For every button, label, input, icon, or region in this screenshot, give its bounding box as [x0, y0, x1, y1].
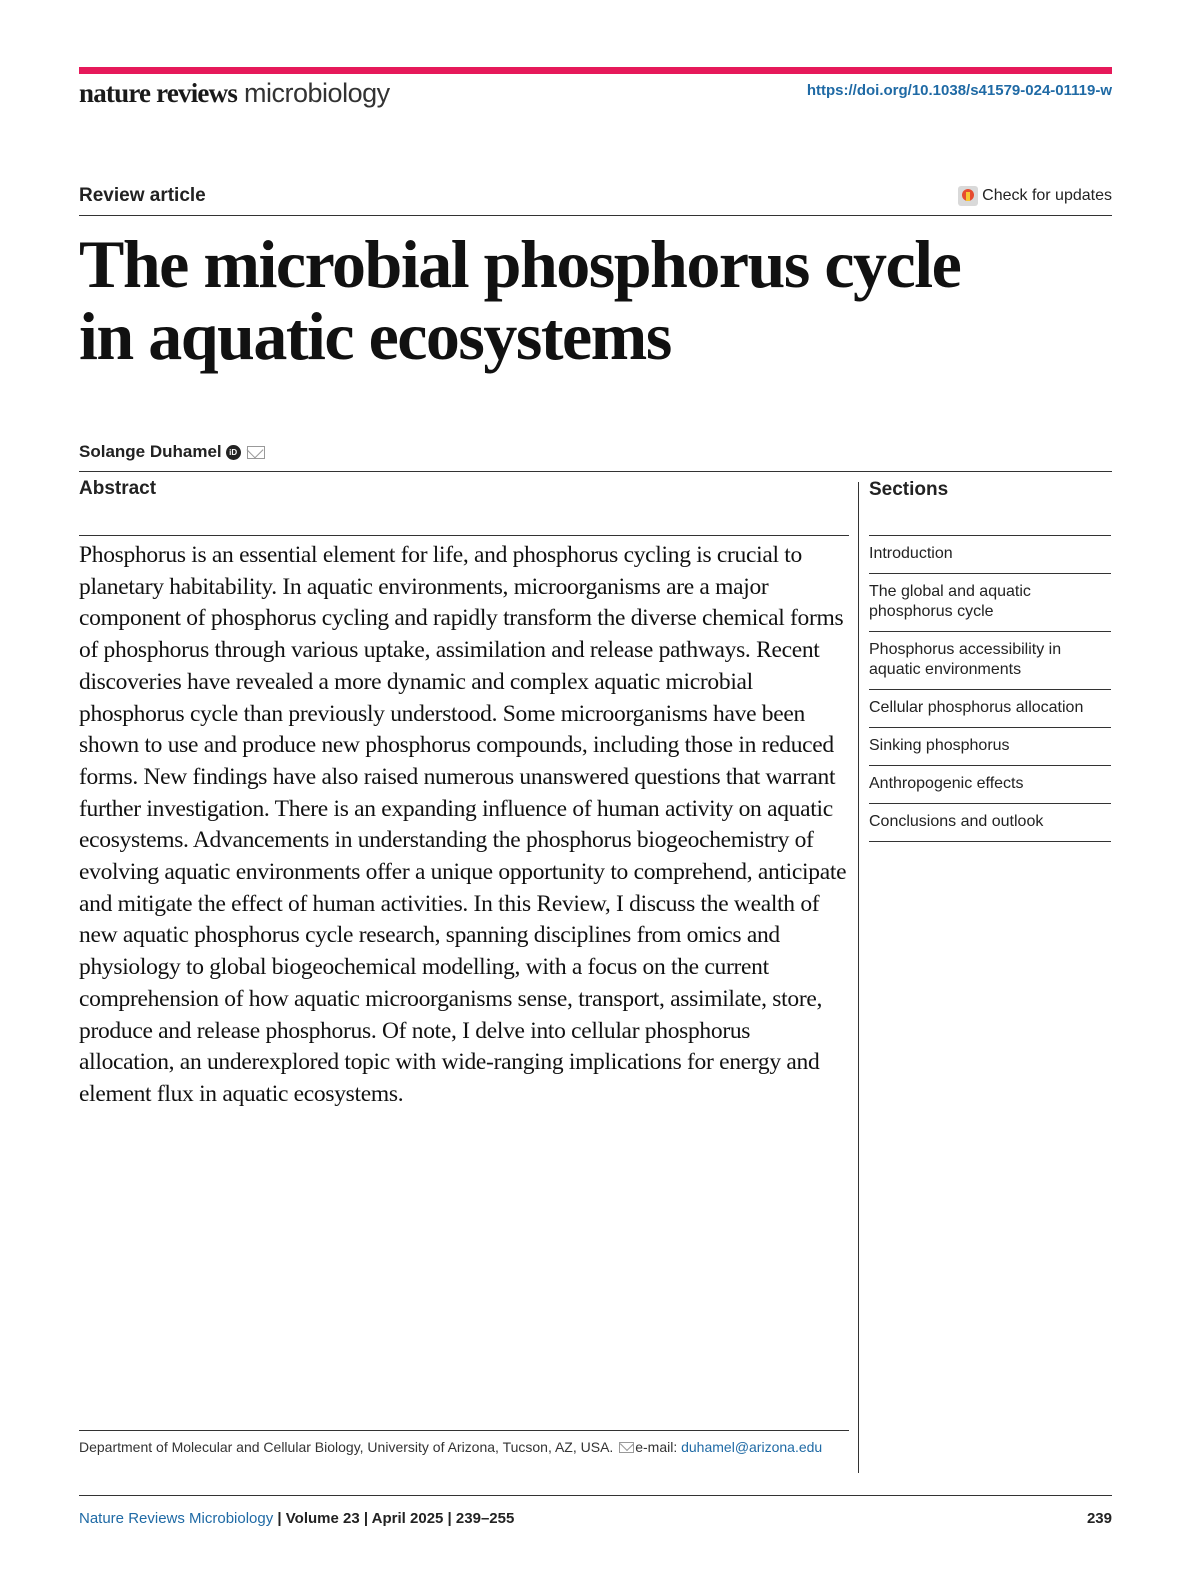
- section-link-sinking[interactable]: Sinking phosphorus: [869, 728, 1111, 766]
- section-link-global-cycle[interactable]: The global and aquatic phosphorus cycle: [869, 574, 1111, 632]
- sections-heading: Sections: [869, 479, 949, 500]
- section-link-conclusions[interactable]: Conclusions and outlook: [869, 804, 1111, 842]
- top-accent-rule: [79, 67, 1112, 74]
- check-for-updates-icon: [958, 186, 978, 206]
- footer-divider: [79, 1495, 1112, 1496]
- abstract-divider: [79, 535, 849, 536]
- author-line: [79, 442, 265, 462]
- envelope-icon[interactable]: [247, 446, 265, 459]
- journal-logo-bold: nature reviews: [79, 78, 238, 108]
- orcid-icon[interactable]: iD: [226, 445, 241, 460]
- sections-list: [869, 535, 1111, 842]
- affiliation-divider: [79, 1430, 849, 1431]
- article-title: The microbial phosphorus cycle in aquatic ecosystems: [79, 226, 961, 374]
- section-link-introduction[interactable]: Introduction: [869, 536, 1111, 574]
- affiliation: [79, 1437, 839, 1458]
- author-name[interactable]: Solange Duhamel: [79, 442, 222, 461]
- section-link-cellular-allocation[interactable]: Cellular phosphorus allocation: [869, 690, 1111, 728]
- email-label: e-mail:: [635, 1439, 678, 1455]
- email-link[interactable]: duhamel@arizona.edu: [681, 1439, 823, 1455]
- page-number: 239: [1086, 1510, 1112, 1527]
- footer-details: | Volume 23 | April 2025 | 239–255: [277, 1510, 515, 1527]
- abstract-heading: Abstract: [79, 478, 157, 499]
- journal-logo-light: microbiology: [244, 78, 390, 108]
- section-link-accessibility[interactable]: Phosphorus accessibility in aquatic environments: [869, 632, 1111, 690]
- doi-link[interactable]: https://doi.org/10.1038/s41579-024-01119-w: [806, 82, 1112, 99]
- footer-journal-link[interactable]: Nature Reviews Microbiology: [79, 1510, 274, 1527]
- abstract-text: Phosphorus is an essential element for life, and phosphorus cycling is crucial to planetary habitability. In aquatic environments, microorganisms are a major component of phosphorus cycling and rapidly transform the diverse chemical forms of phosphorus through various uptake, assimilation and release pathways. Recent discoveries have revealed a more dynamic and complex aquatic microbial phosphorus cycle than previously understood. Some microorganisms have been shown to use and produce new phosphorus compounds, including those in reduced forms. New findings have also raised numerous unanswered questions that warrant further investigation. There is an expanding influence of human activity on aquatic ecosystems. Advancements in understanding the phosphorus biogeochemistry of evolving aquatic environments offer a unique opportunity to comprehend, anticipate and mitigate the effect of human activities. In this Review, I discuss the wealth of new aquatic phosphorus cycle research, spanning disciplines from omics and physiology to global biogeochemical modelling, with a focus on the current comprehension of how aquatic microorganisms sense, transport, assimilate, store, produce and release phosphorus. Of note, I delve into cellular phosphorus allocation, an underexplored topic with wide-ranging implications for energy and element flux in aquatic ecosystems.: [79, 542, 847, 1107]
- journal-logo: [79, 78, 390, 109]
- check-for-updates-label: Check for updates: [982, 187, 1112, 204]
- article-type: Review article: [79, 185, 206, 206]
- author-divider: [79, 471, 1112, 472]
- header-divider: [79, 215, 1112, 216]
- affiliation-text: Department of Molecular and Cellular Biology, University of Arizona, Tucson, AZ, USA.: [79, 1439, 614, 1455]
- column-divider: [858, 482, 859, 1473]
- section-link-anthropogenic[interactable]: Anthropogenic effects: [869, 766, 1111, 804]
- envelope-icon: [619, 1442, 634, 1453]
- footer-citation: [79, 1510, 514, 1527]
- check-for-updates-button[interactable]: [958, 186, 1112, 206]
